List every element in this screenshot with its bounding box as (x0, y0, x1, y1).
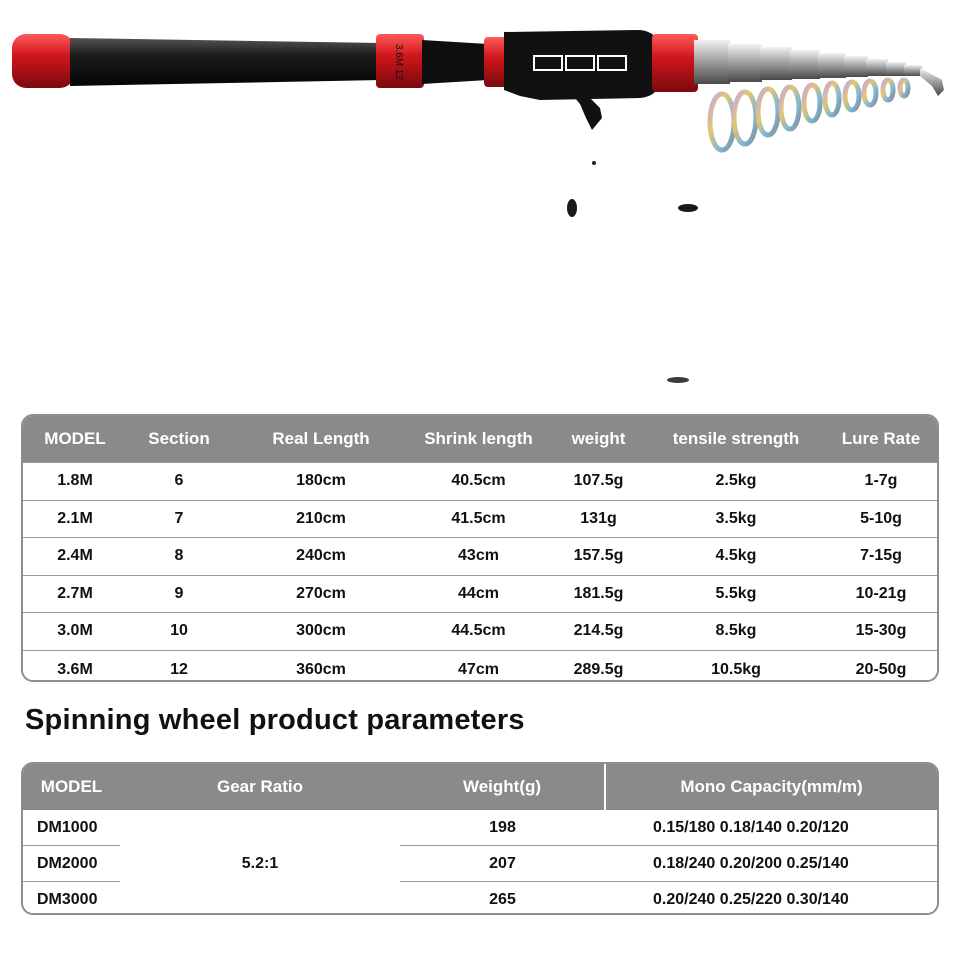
cell-model: 3.0M (23, 613, 127, 651)
table-row (23, 613, 939, 651)
table-row (23, 650, 939, 682)
cell-lure-rate: 10-21g (821, 575, 939, 613)
cell-tensile-strength: 5.5kg (651, 575, 821, 613)
cell-lure-rate: 20-50g (821, 650, 939, 682)
cell-model: 2.4M (23, 538, 127, 576)
cell-model: 1.8M (23, 463, 127, 501)
cell-mono-capacity: 0.15/180 0.18/140 0.20/120 (653, 818, 849, 836)
header-model: MODEL (23, 416, 127, 463)
header-lure-rate: Lure Rate (821, 416, 939, 463)
cell-lure-rate: 1-7g (821, 463, 939, 501)
table-row (23, 810, 937, 846)
cell-weight: 198 (489, 818, 516, 836)
cell-model: 2.7M (23, 575, 127, 613)
cell-weight: 131g (546, 500, 651, 538)
fishing-rod-image (0, 0, 960, 400)
cell-lure-rate: 5-10g (821, 500, 939, 538)
header-weight: Weight(g) (400, 764, 605, 810)
cell-shrink-length: 41.5cm (411, 500, 546, 538)
cell-real-length: 360cm (231, 650, 411, 682)
cell-model: DM3000 (23, 882, 120, 916)
cell-mono-capacity: 0.20/240 0.25/220 0.30/140 (605, 882, 937, 916)
fishing-rod-icon (0, 0, 960, 400)
cell-shrink-length: 47cm (411, 650, 546, 682)
header-gear-ratio: Gear Ratio (120, 764, 400, 810)
cell-tensile-strength: 8.5kg (651, 613, 821, 651)
cell-section: 7 (127, 500, 231, 538)
cell-shrink-length: 44.5cm (411, 613, 546, 651)
cell-weight: 289.5g (546, 650, 651, 682)
header-real-length: Real Length (231, 416, 411, 463)
cell-lure-rate: 7-15g (821, 538, 939, 576)
cell-model: DM1000 (37, 818, 98, 836)
table-header-row (23, 764, 937, 810)
cell-weight: 214.5g (546, 613, 651, 651)
cell-model: 2.1M (23, 500, 127, 538)
cell-section: 8 (127, 538, 231, 576)
cell-tensile-strength: 4.5kg (651, 538, 821, 576)
table-row (23, 575, 939, 613)
cell-section: 6 (127, 463, 231, 501)
cell-model: DM2000 (23, 846, 120, 882)
cell-tensile-strength: 2.5kg (651, 463, 821, 501)
rod-spec-table (21, 414, 939, 682)
table-row (23, 500, 939, 538)
cell-shrink-length: 40.5cm (411, 463, 546, 501)
cell-weight: 107.5g (546, 463, 651, 501)
cell-shrink-length: 44cm (411, 575, 546, 613)
table-row (23, 538, 939, 576)
cell-lure-rate: 15-30g (821, 613, 939, 651)
cell-weight: 157.5g (546, 538, 651, 576)
section-title: Spinning wheel product parameters (25, 704, 525, 736)
table-row (23, 463, 939, 501)
cell-model: 3.6M (23, 650, 127, 682)
cell-tensile-strength: 10.5kg (651, 650, 821, 682)
header-model: MODEL (23, 764, 120, 810)
header-section: Section (127, 416, 231, 463)
header-shrink-length: Shrink length (411, 416, 546, 463)
cell-real-length: 270cm (231, 575, 411, 613)
cell-weight: 181.5g (546, 575, 651, 613)
cell-section: 9 (127, 575, 231, 613)
reel-spec-table (21, 762, 939, 915)
cell-shrink-length: 43cm (411, 538, 546, 576)
header-mono-capacity: Mono Capacity(mm/m) (605, 764, 937, 810)
cell-weight: 265 (400, 882, 605, 916)
cell-mono-capacity: 0.18/240 0.20/200 0.25/140 (605, 846, 937, 882)
cell-real-length: 180cm (231, 463, 411, 501)
header-weight: weight (546, 416, 651, 463)
rod-label: 3.6M 12 (393, 43, 404, 81)
header-tensile-strength: tensile strength (651, 416, 821, 463)
cell-tensile-strength: 3.5kg (651, 500, 821, 538)
table-header-row (23, 416, 939, 463)
cell-gear-ratio: 5.2:1 (241, 854, 279, 872)
cell-section: 10 (127, 613, 231, 651)
cell-weight: 207 (400, 846, 605, 882)
cell-real-length: 300cm (231, 613, 411, 651)
cell-real-length: 240cm (231, 538, 411, 576)
cell-real-length: 210cm (231, 500, 411, 538)
cell-section: 12 (127, 650, 231, 682)
